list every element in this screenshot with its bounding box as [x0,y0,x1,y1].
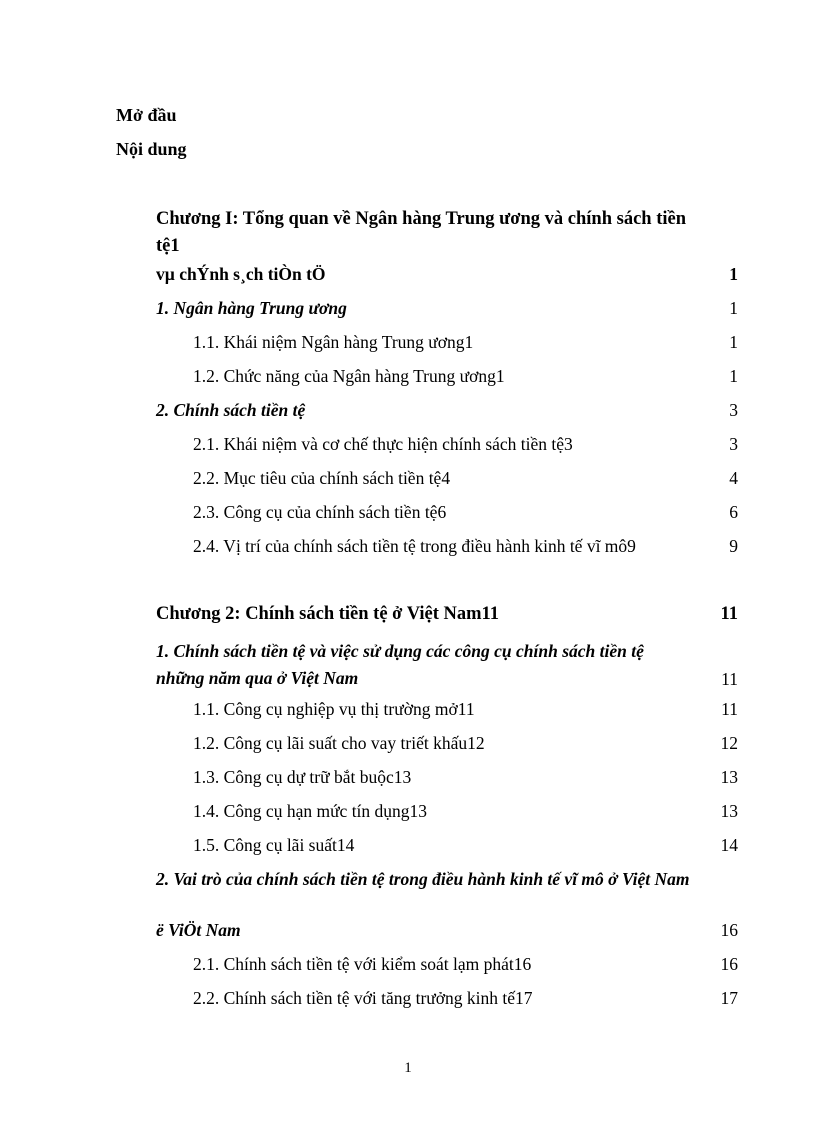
toc-chapter-2 [156,601,738,627]
toc-page-number: 1 [729,366,738,386]
toc-page-number: 1 [729,264,738,284]
heading-intro: Mở đầu [116,105,177,125]
toc-ch2-subsection-1-2 [193,730,738,756]
toc-ch2-subsection-2-1 [193,951,738,977]
toc-ch2-subsection-1-1 [193,696,738,722]
toc-section-title: 1. Chính sách tiền tệ và việc sử dụng các công cụ chính sách tiền tệ những năm qua ở Việt Nam [156,641,644,688]
toc-section-title: 2. Vai trò của chính sách tiền tệ trong điều hành kinh tế vĩ mô ở Việt Nam [156,869,690,889]
toc-subsection-title: 2.1. Khái niệm và cơ chế thực hiện chính sách tiền tệ3 [193,434,573,454]
toc-ch2-section-2-garbled [156,917,738,943]
toc-subsection-title: 2.1. Chính sách tiền tệ với kiểm soát lạm phát16 [193,954,532,974]
toc-subsection-title: 2.2. Mục tiêu của chính sách tiền tệ4 [193,468,451,488]
toc-subsection-1-1 [193,329,738,355]
toc-section-title: 1. Ngân hàng Trung ương [156,298,347,318]
toc-page-number: 11 [721,699,738,719]
toc-page-number: 11 [721,669,738,689]
toc-subsection-title: 2.3. Công cụ của chính sách tiền tệ6 [193,502,447,522]
toc-page-number: 17 [720,988,738,1008]
toc-page-number: 9 [729,536,738,556]
toc-subsection-title: 1.1. Công cụ nghiệp vụ thị trường mở11 [193,699,475,719]
toc-page-number: 6 [729,502,738,522]
toc-subsection-2-4 [193,533,738,559]
toc-section-garbled-title: ë ViÖt Nam [156,920,241,940]
toc-section-2 [156,397,738,423]
toc-ch2-subsection-1-3 [193,764,738,790]
toc-subsection-title: 1.4. Công cụ hạn mức tín dụng13 [193,801,428,821]
toc-chapter-1-garbled-title: vµ chÝnh s¸ch tiÒn tÖ [156,264,326,284]
toc-ch2-section-2 [156,866,738,893]
toc-chapter-2-title: Chương 2: Chính sách tiền tệ ở Việt Nam11 [156,604,500,624]
toc-subsection-2-1 [193,431,738,457]
toc-chapter-1-garbled [156,261,738,287]
toc-subsection-2-3 [193,499,738,525]
toc-page-number: 3 [729,400,738,420]
toc-page-number: 14 [720,835,738,855]
toc-subsection-title: 1.3. Công cụ dự trữ bắt buộc13 [193,767,412,787]
toc-subsection-title: 1.2. Công cụ lãi suất cho vay triết khấu12 [193,733,485,753]
toc-subsection-2-2 [193,465,738,491]
toc-page-number: 1 [729,332,738,352]
toc-page-number: 4 [729,468,738,488]
toc-page-number: 13 [720,801,738,821]
toc-subsection-title: 1.1. Khái niệm Ngân hàng Trung ương1 [193,332,474,352]
toc-subsection-title: 2.2. Chính sách tiền tệ với tăng trưởng kinh tế17 [193,988,533,1008]
toc-page-number: 3 [729,434,738,454]
toc-page-number: 1 [729,298,738,318]
toc-ch2-section-1 [156,638,738,692]
toc-subsection-title: 2.4. Vị trí của chính sách tiền tệ trong điều hành kinh tế vĩ mô9 [193,536,636,556]
toc-section-title: 2. Chính sách tiền tệ [156,400,306,420]
toc-page-number: 12 [720,733,738,753]
toc-page-number: 11 [720,604,738,624]
toc-subsection-1-2 [193,363,738,389]
toc-ch2-subsection-1-4 [193,798,738,824]
toc-subsection-title: 1.5. Công cụ lãi suất14 [193,835,355,855]
page-number: 1 [404,1060,412,1076]
heading-content: Nội dung [116,139,187,159]
toc-chapter-1 [156,206,738,260]
toc-ch2-subsection-1-5 [193,832,738,858]
toc-chapter-1-title: Chương I: Tổng quan về Ngân hàng Trung ương và chính sách tiền tệ1 [156,209,687,256]
toc-page-number: 13 [720,767,738,787]
toc-page-number: 16 [720,954,738,974]
toc-page-number: 16 [720,920,738,940]
toc-section-1 [156,295,738,321]
toc-ch2-subsection-2-2 [193,985,738,1011]
toc-subsection-title: 1.2. Chức năng của Ngân hàng Trung ương1 [193,366,505,386]
